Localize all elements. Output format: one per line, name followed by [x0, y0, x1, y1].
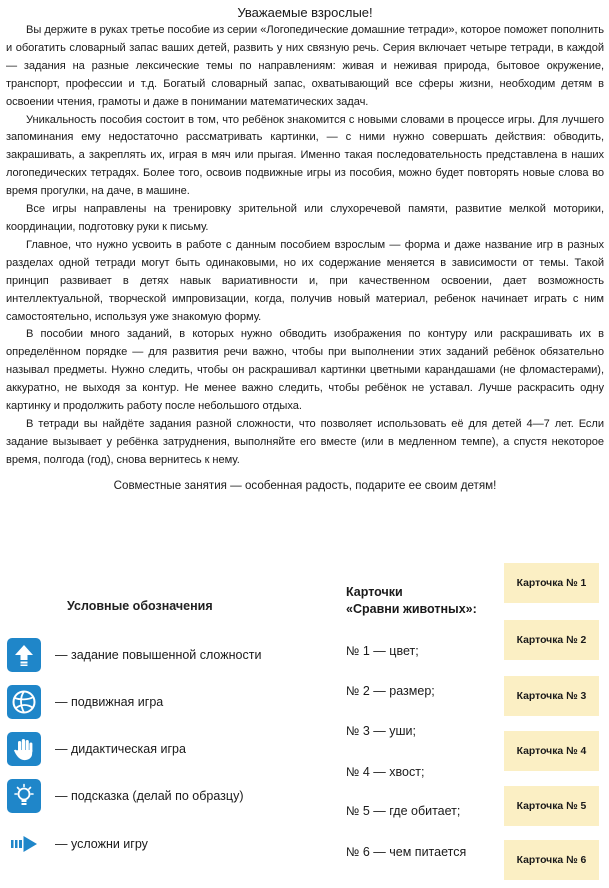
- card-label-2: Карточка № 2: [504, 620, 599, 660]
- legend-item-active-game: [7, 684, 163, 720]
- hand-icon: [7, 732, 41, 766]
- cards-title: [346, 584, 477, 618]
- legend-label: — задание повышенной сложности: [55, 648, 262, 662]
- card-label-4: Карточка № 4: [504, 731, 599, 771]
- card-list-item: № 5 — где обитает;: [346, 804, 461, 818]
- card-label-5: Карточка № 5: [504, 786, 599, 826]
- card-label-1: Карточка № 1: [504, 563, 599, 603]
- ball-icon: [7, 685, 41, 719]
- arrow-up-icon: [7, 638, 41, 672]
- paragraph: Главное, что нужно усвоить в работе с данным пособием взрослым — форма и даже название игр в разных разделах одной тетради могут быть одинаковыми, но их содержание меняется в зависимости от темы. Такой принцип развивает в детях навык вариативности и, при качественном освоении, дает возможность интеллектуальной, творческой импровизации, когда, получив новый материал, ребенок начинает играть с ним самостоятельно, используя уже знакомую форму.: [6, 238, 604, 323]
- card-label-6: Карточка № 6: [504, 840, 599, 880]
- legend-label: — усложни игру: [55, 837, 148, 851]
- legend-label: — подсказка (делай по образцу): [55, 789, 244, 803]
- legend-label: — подвижная игра: [55, 695, 164, 709]
- paragraph: Вы держите в руках третье пособие из серии «Логопедические домашние тетради», которое поможет пополнить и обогатить словарный запас ваших детей, развить у них связную речь. Серия включает четыре тетради, в каждой — задания на разные лексические темы по направлениям: живая и неживая природа, бытовое окружение, транспорт, профессии и т.д. Богатый словарный запас, охватывающий все сферы жизни, необходим детям в освоении чтения, грамоты и даже в понимании математических задач.: [6, 24, 604, 108]
- arrow-right-icon: [7, 827, 41, 861]
- legend-item-didactic-game: [7, 731, 186, 767]
- card-list-item: № 1 — цвет;: [346, 644, 419, 658]
- paragraph: Все игры направлены на тренировку зрительной или слухоречевой памяти, развитие мелкой моторики, координации, подготовку руки к письму.: [6, 203, 604, 233]
- legend-label: — дидактическая игра: [55, 742, 186, 756]
- legend-item-hard-task: [7, 637, 261, 673]
- closing-line: Совместные занятия — особенная радость, подарите ее своим детям!: [113, 478, 497, 492]
- legend-item-complicate: [7, 826, 148, 862]
- page-title: Уважаемые взрослые!: [237, 5, 373, 20]
- card-list-item: № 4 — хвост;: [346, 765, 425, 779]
- card-label-3: Карточка № 3: [504, 676, 599, 716]
- card-list-item: № 3 — уши;: [346, 724, 417, 738]
- legend-item-hint: [7, 778, 243, 814]
- paragraph: В пособии много заданий, в которых нужно обводить изображения по контуру или раскрашивать их в определённом порядке — для развития речи важно, чтобы при выполнении этих заданий ребёнок обязательно называл предметы. Нужно следить, чтобы он раскрашивал картинки цветными карандашами (не фломастерами), аккуратно, не выходя за контур. Не менее важно следить, чтобы ребёнок не уставал. Лучше раскрасить одну картинку и продолжить работу после небольшого отдыха.: [6, 328, 604, 413]
- paragraph: Уникальность пособия состоит в том, что ребёнок знакомится с новыми словами в процессе игры. Для лучшего запоминания ему недостаточно рассматривать картинки, — с ними нужно совершать действия: обводить, закрашивать, а закреплять их, играя в мяч или прыгая. Именно такая последовательность представлена в наших логопедических тетрадях. Более того, освоив подвижные игры из пособия, можно будет повторять новые слова во время прогулки, на даче, в машине.: [6, 113, 604, 198]
- cards-title-line2: «Сравни животных»:: [346, 602, 477, 616]
- card-list-item: № 6 — чем питается: [346, 845, 467, 859]
- legend-title: Условные обозначения: [67, 599, 213, 613]
- cards-title-line1: Карточки: [346, 585, 403, 599]
- card-list-item: № 2 — размер;: [346, 684, 435, 698]
- lightbulb-icon: [7, 779, 41, 813]
- paragraph: В тетради вы найдёте задания разной сложности, что позволяет использовать её для детей 4—7 лет. Если задание вызывает у ребёнка затруднения, выполняйте его вместе (или в медленном темпе), а спустя некоторое время, полгода (год), снова вернитесь к нему.: [6, 417, 604, 466]
